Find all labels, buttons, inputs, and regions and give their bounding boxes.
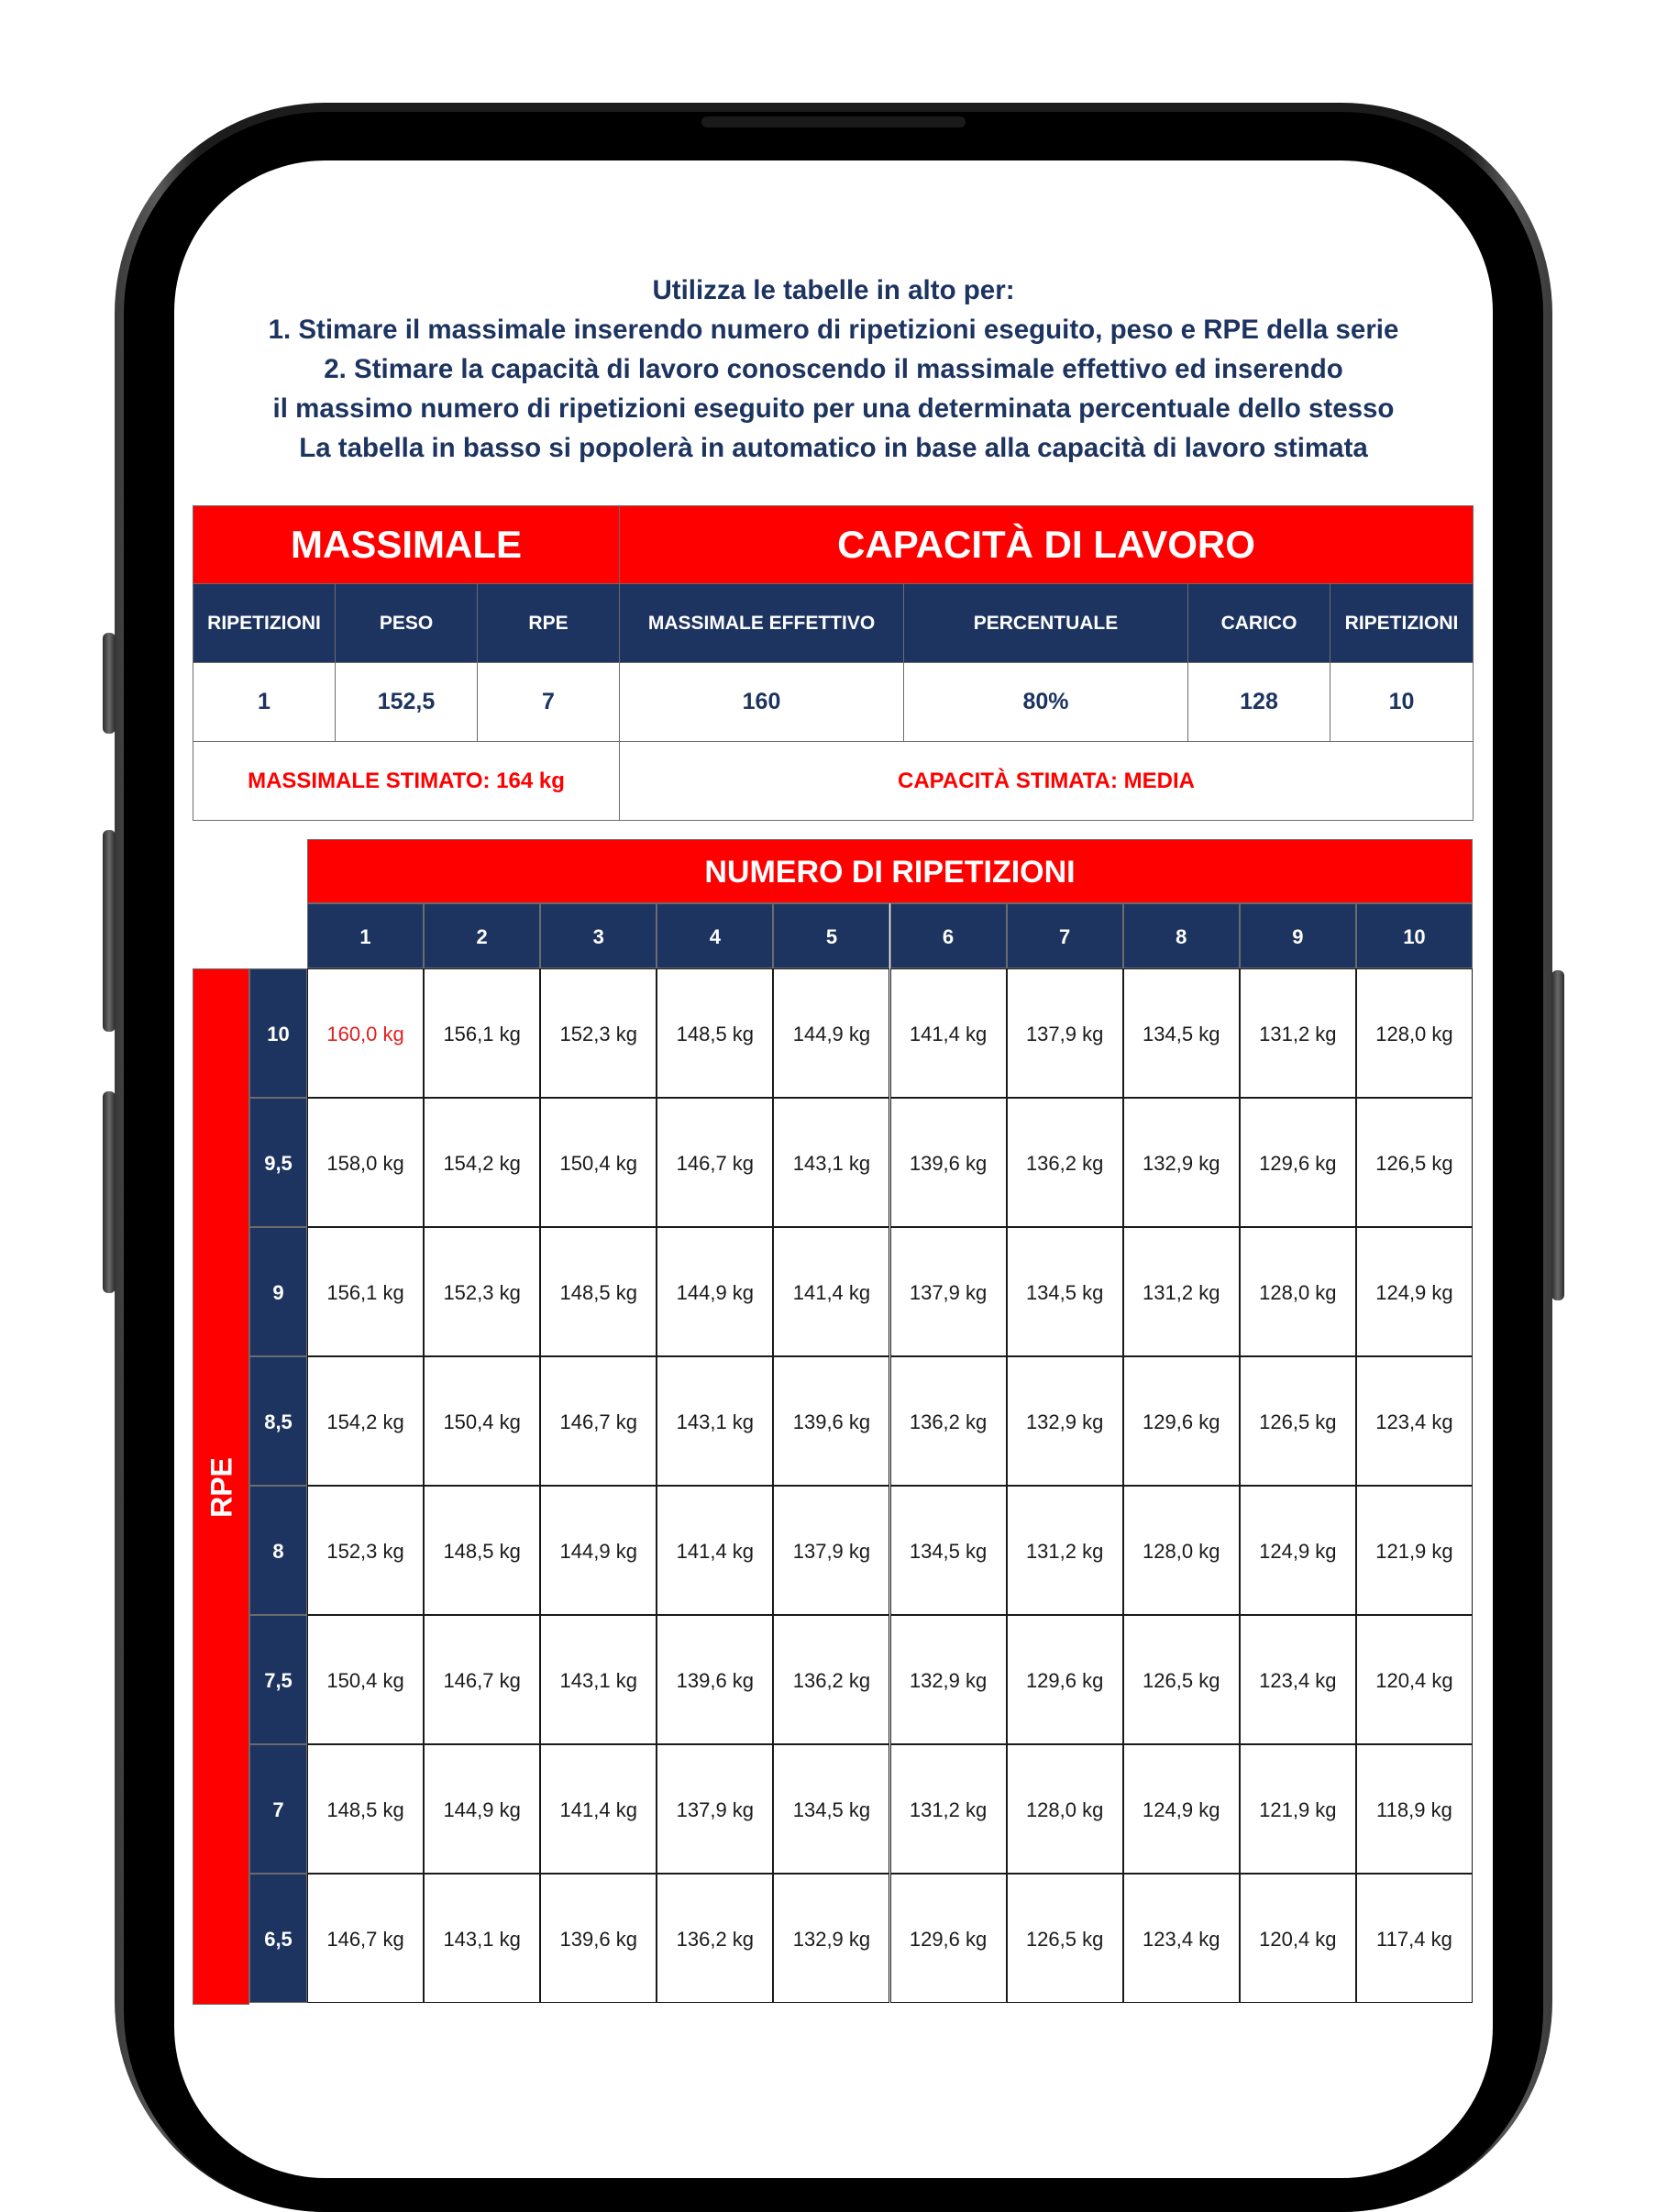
grid-cell: 123,4 kg (1356, 1356, 1473, 1486)
grid-cell: 134,5 kg (890, 1486, 1007, 1615)
phone-volume-down-button (103, 1091, 116, 1293)
grid-cell: 148,5 kg (424, 1486, 540, 1615)
rpe-axis-label: RPE (204, 1457, 238, 1518)
grid-cell: 146,7 kg (657, 1098, 773, 1227)
phone-speaker (701, 116, 966, 127)
instructions (174, 271, 1493, 468)
instruction-line: 2. Stimare la capacità di lavoro conoscendo il massimale effettivo ed inserendo (324, 354, 1343, 384)
grid-cell: 144,9 kg (540, 1486, 657, 1615)
phone-action-button (103, 633, 116, 734)
header-peso: PESO (336, 584, 478, 663)
row-header-rpe: 8,5 (249, 1356, 307, 1486)
grid-cell: 126,5 kg (1240, 1356, 1356, 1486)
column-header: 7 (1007, 903, 1123, 968)
grid-cell: 128,0 kg (1356, 968, 1473, 1098)
column-header: 6 (890, 903, 1007, 968)
rpe-input[interactable]: 7 (478, 663, 620, 742)
grid-cell: 129,6 kg (1007, 1615, 1123, 1744)
row-header-rpe: 9 (249, 1227, 307, 1356)
column-header: 9 (1240, 903, 1356, 968)
grid-cell: 154,2 kg (424, 1098, 540, 1227)
row-header-rpe: 7 (249, 1744, 307, 1874)
header-ripetizioni-capacita: RIPETIZIONI (1330, 584, 1474, 663)
grid-cell: 144,9 kg (424, 1744, 540, 1874)
calculator-table (193, 505, 1474, 821)
grid-cell: 143,1 kg (424, 1874, 540, 2003)
grid-cell: 139,6 kg (890, 1098, 1007, 1227)
header-massimale-effettivo: MASSIMALE EFFETTIVO (620, 584, 904, 663)
grid-cell: 126,5 kg (1356, 1098, 1473, 1227)
grid-cell: 137,9 kg (773, 1486, 889, 1615)
grid-cell: 134,5 kg (1123, 968, 1240, 1098)
grid-cell: 156,1 kg (307, 1227, 424, 1356)
column-header: 3 (540, 903, 657, 968)
grid-cell: 128,0 kg (1240, 1227, 1356, 1356)
ripetizioni-input[interactable]: 1 (193, 663, 336, 742)
phone-screen (174, 160, 1493, 2178)
instruction-line: Utilizza le tabelle in alto per: (652, 275, 1015, 305)
instruction-line: La tabella in basso si popolerà in automatico in base alla capacità di lavoro stimata (299, 433, 1368, 463)
grid-cell: 120,4 kg (1240, 1874, 1356, 2003)
grid-cell: 139,6 kg (540, 1874, 657, 2003)
grid-cell: 124,9 kg (1123, 1744, 1240, 1874)
grid-cell: 136,2 kg (890, 1356, 1007, 1486)
row-header-rpe: 8 (249, 1486, 307, 1615)
column-header: 2 (424, 903, 540, 968)
grid-cell: 132,9 kg (773, 1874, 889, 2003)
column-header: 8 (1123, 903, 1240, 968)
phone-volume-up-button (103, 830, 116, 1032)
grid-cell: 134,5 kg (1007, 1227, 1123, 1356)
row-header-rpe: 7,5 (249, 1615, 307, 1744)
grid-cell: 128,0 kg (1007, 1744, 1123, 1874)
row-header-rpe: 9,5 (249, 1098, 307, 1227)
grid-title: NUMERO DI RIPETIZIONI (307, 839, 1473, 903)
grid-cell: 150,4 kg (540, 1098, 657, 1227)
instruction-line: il massimo numero di ripetizioni eseguito per una determinata percentuale dello stesso (272, 393, 1395, 424)
grid-cell: 152,3 kg (424, 1227, 540, 1356)
grid-cell: 136,2 kg (657, 1874, 773, 2003)
grid-cell: 139,6 kg (773, 1356, 889, 1486)
grid-cell: 129,6 kg (1123, 1356, 1240, 1486)
grid-cell: 132,9 kg (890, 1615, 1007, 1744)
peso-input[interactable]: 152,5 (336, 663, 478, 742)
grid-cell: 137,9 kg (1007, 968, 1123, 1098)
grid-cell: 143,1 kg (657, 1356, 773, 1486)
row-header-rpe: 10 (249, 968, 307, 1098)
header-carico: CARICO (1188, 584, 1330, 663)
massimale-effettivo-input[interactable]: 160 (620, 663, 904, 742)
instruction-line: 1. Stimare il massimale inserendo numero di ripetizioni eseguito, peso e RPE della serie (268, 315, 1399, 345)
ripetizioni-capacita-input[interactable]: 10 (1330, 663, 1474, 742)
grid-cell: 152,3 kg (540, 968, 657, 1098)
grid-cell: 148,5 kg (540, 1227, 657, 1356)
grid-cell: 117,4 kg (1356, 1874, 1473, 2003)
grid-cell: 132,9 kg (1123, 1098, 1240, 1227)
grid-cell: 131,2 kg (1123, 1227, 1240, 1356)
grid-cell: 124,9 kg (1240, 1486, 1356, 1615)
grid-cell: 129,6 kg (890, 1874, 1007, 2003)
grid-cell: 128,0 kg (1123, 1486, 1240, 1615)
grid-cell: 131,2 kg (1007, 1486, 1123, 1615)
massimale-title: MASSIMALE (193, 506, 620, 584)
grid-cell: 143,1 kg (540, 1615, 657, 1744)
grid-cell: 129,6 kg (1240, 1098, 1356, 1227)
grid-cell: 156,1 kg (424, 968, 540, 1098)
percentuale-input[interactable]: 80% (904, 663, 1188, 742)
grid-cell: 144,9 kg (773, 968, 889, 1098)
column-header: 1 (307, 903, 424, 968)
phone-power-button (1551, 970, 1564, 1300)
grid-cell: 136,2 kg (1007, 1098, 1123, 1227)
grid-cell: 121,9 kg (1356, 1486, 1473, 1615)
grid-cell: 134,5 kg (773, 1744, 889, 1874)
header-ripetizioni: RIPETIZIONI (193, 584, 336, 663)
grid-cell: 148,5 kg (307, 1744, 424, 1874)
grid-cell: 137,9 kg (890, 1227, 1007, 1356)
grid-cell: 139,6 kg (657, 1615, 773, 1744)
grid-cell: 141,4 kg (773, 1227, 889, 1356)
grid-cell: 150,4 kg (424, 1356, 540, 1486)
grid-cell: 146,7 kg (307, 1874, 424, 2003)
grid-cell: 146,7 kg (424, 1615, 540, 1744)
grid-cell: 158,0 kg (307, 1098, 424, 1227)
capacita-title: CAPACITÀ DI LAVORO (620, 506, 1474, 584)
grid-cell: 126,5 kg (1123, 1615, 1240, 1744)
grid-cell: 121,9 kg (1240, 1744, 1356, 1874)
grid-cell: 120,4 kg (1356, 1615, 1473, 1744)
grid-cell: 160,0 kg (307, 968, 424, 1098)
grid-cell: 148,5 kg (657, 968, 773, 1098)
grid-cell: 126,5 kg (1007, 1874, 1123, 2003)
grid-cell: 123,4 kg (1240, 1615, 1356, 1744)
grid-cell: 137,9 kg (657, 1744, 773, 1874)
grid-cell: 124,9 kg (1356, 1227, 1473, 1356)
column-header: 10 (1356, 903, 1473, 968)
carico-value: 128 (1188, 663, 1330, 742)
rpe-axis-bar (193, 968, 249, 2005)
grid-cell: 132,9 kg (1007, 1356, 1123, 1486)
grid-cell: 154,2 kg (307, 1356, 424, 1486)
grid-cell: 141,4 kg (540, 1744, 657, 1874)
grid-cell: 136,2 kg (773, 1615, 889, 1744)
column-header: 4 (657, 903, 773, 968)
massimale-stimato: MASSIMALE STIMATO: 164 kg (193, 742, 620, 821)
grid-cell: 150,4 kg (307, 1615, 424, 1744)
grid-cell: 131,2 kg (1240, 968, 1356, 1098)
grid-cell: 152,3 kg (307, 1486, 424, 1615)
grid-cell: 118,9 kg (1356, 1744, 1473, 1874)
column-header: 5 (773, 903, 889, 968)
header-percentuale: PERCENTUALE (904, 584, 1188, 663)
grid-cell: 123,4 kg (1123, 1874, 1240, 2003)
grid-cell: 143,1 kg (773, 1098, 889, 1227)
grid-cell: 146,7 kg (540, 1356, 657, 1486)
grid-cell: 141,4 kg (657, 1486, 773, 1615)
header-rpe: RPE (478, 584, 620, 663)
grid-cell: 131,2 kg (890, 1744, 1007, 1874)
capacita-stimata: CAPACITÀ STIMATA: MEDIA (620, 742, 1474, 821)
row-header-rpe: 6,5 (249, 1874, 307, 2003)
grid-cell: 141,4 kg (890, 968, 1007, 1098)
grid-cell: 144,9 kg (657, 1227, 773, 1356)
